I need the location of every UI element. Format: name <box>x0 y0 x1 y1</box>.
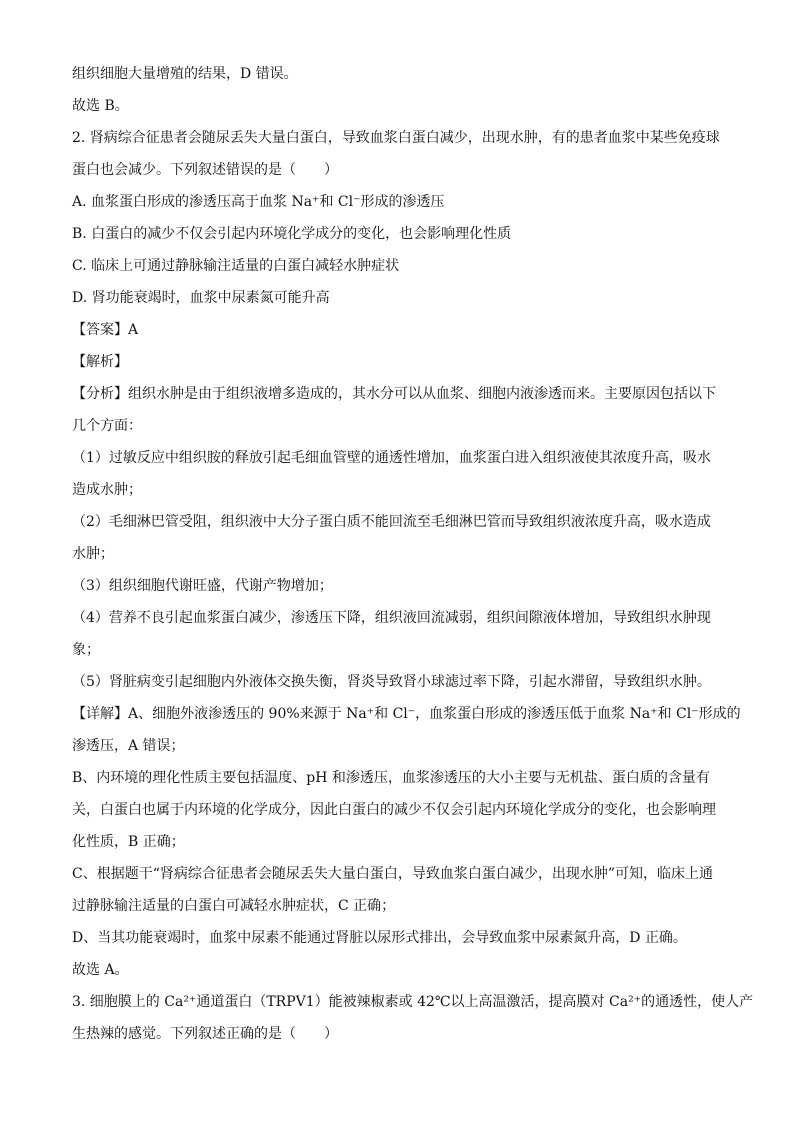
detail-text: D、当其功能衰竭时，血浆中尿素不能通过肾脏以尿形式排出，会导致血浆中尿素氮升高，D 正确。 <box>72 930 687 946</box>
question-stem: 2. 肾病综合征患者会随尿丢失大量白蛋白，导致血浆白蛋白减少，出现水肿，有的患者血浆中某些免疫球 <box>72 130 720 146</box>
analysis-item: 水肿； <box>72 546 114 562</box>
option-d: D. 肾功能衰竭时，血浆中尿素氮可能升高 <box>72 290 330 306</box>
option-b: B. 白蛋白的减少不仅会引起内环境化学成分的变化，也会影响理化性质 <box>72 226 512 242</box>
detail-text: 化性质，B 正确； <box>72 834 185 850</box>
detail-text: 关，白蛋白也属于内环境的化学成分，因此白蛋白的减少不仅会引起内环境化学成分的变化，也会影响理 <box>72 802 716 818</box>
detail-text: B、内环境的理化性质主要包括温度、pH 和渗透压，血浆渗透压的大小主要与无机盐、蛋白质的含量有 <box>72 770 710 786</box>
analysis-text: 【分析】组织水肿是由于组织液增多造成的，其水分可以从血浆、细胞内液渗透而来。主要原因包括以下 <box>72 386 716 402</box>
text-line: 组织细胞大量增殖的结果，D 错误。 <box>72 66 298 82</box>
detail-text: C、根据题干“肾病综合征患者会随尿丢失大量白蛋白，导致血浆白蛋白减少，出现水肿”可知，临床上通 <box>72 866 714 882</box>
analysis-item: （1）过敏反应中组织胺的释放引起毛细血管壁的通透性增加，血浆蛋白进入组织液使其浓度升高，吸水 <box>72 450 711 466</box>
analysis-item: 象； <box>72 642 100 658</box>
option-a: A. 血浆蛋白形成的渗透压高于血浆 Na⁺和 Cl⁻形成的渗透压 <box>72 194 445 210</box>
analysis-item: （3）组织细胞代谢旺盛，代谢产物增加； <box>72 578 333 594</box>
text-line: 故选 B。 <box>72 98 129 114</box>
analysis-item: （4）营养不良引起血浆蛋白减少，渗透压下降，组织液回流减弱，组织间隙液体增加，导致组织水肿现 <box>72 610 711 626</box>
option-c: C. 临床上可通过静脉输注适量的白蛋白减轻水肿症状 <box>72 258 400 274</box>
question-stem: 蛋白也会减少。下列叙述错误的是（ ） <box>72 162 338 178</box>
analysis-item: 造成水肿； <box>72 482 142 498</box>
detail-text: 过静脉输注适量的白蛋白可减轻水肿症状，C 正确； <box>72 898 396 914</box>
analysis-text: 几个方面： <box>72 418 142 434</box>
answer-label: 【答案】A <box>72 322 139 338</box>
detail-text: 渗透压，A 错误； <box>72 738 185 754</box>
analysis-label: 【解析】 <box>72 354 128 370</box>
detail-text: 【详解】A、细胞外液渗透压的 90%来源于 Na⁺和 Cl⁻，血浆蛋白形成的渗透压低于血浆 Na⁺和 Cl⁻形成的 <box>72 706 741 722</box>
analysis-item: （2）毛细淋巴管受阻，组织液中大分子蛋白质不能回流至毛细淋巴管而导致组织液浓度升高，吸水造成 <box>72 514 711 530</box>
text-line: 故选 A。 <box>72 962 129 978</box>
question-stem: 3. 细胞膜上的 Ca²⁺通道蛋白（TRPV1）能被辣椒素或 42℃以上高温激活，提高膜对 Ca²⁺的通透性，使人产 <box>72 994 754 1010</box>
question-stem: 生热辣的感觉。下列叙述正确的是（ ） <box>72 1026 338 1042</box>
analysis-item: （5）肾脏病变引起细胞内外液体交换失衡，肾炎导致肾小球滤过率下降，引起水滞留，导致组织水肿。 <box>72 674 711 690</box>
